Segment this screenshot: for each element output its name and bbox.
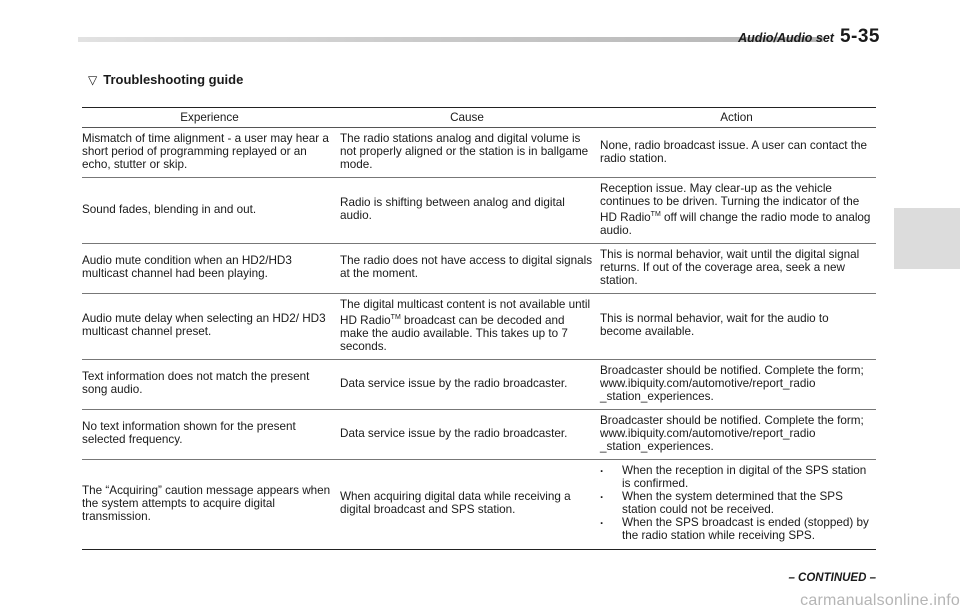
action-cell [597, 459, 876, 549]
column-header-action: Action [597, 108, 876, 128]
table-row [82, 178, 876, 244]
cause-cell: Data service issue by the radio broadcaster. [337, 409, 597, 459]
troubleshooting-table [82, 107, 876, 550]
chapter-tab [894, 208, 960, 269]
continued-label: – CONTINUED – [788, 572, 876, 584]
table-row [82, 243, 876, 293]
triangle-down-icon: ▽ [88, 72, 98, 87]
experience-cell: The “Acquiring” caution message appears when the system attempts to acquire digital transmission. [82, 459, 337, 549]
trademark-mark: TM [650, 211, 661, 218]
experience-cell: Mismatch of time alignment - a user may hear a short period of programming replayed or an echo, stutter or skip. [82, 128, 337, 178]
action-cell: This is normal behavior, wait until the digital signal returns. If out of the coverage area, seek a new station. [597, 243, 876, 293]
table-row [82, 359, 876, 409]
table-row [82, 409, 876, 459]
list-item: . When the reception in digital of the SPS station is confirmed. [600, 464, 873, 490]
action-bullet-list [600, 464, 873, 542]
experience-cell: Text information does not match the present song audio. [82, 359, 337, 409]
header-section-title: Audio/Audio set [738, 31, 834, 45]
cause-cell: The radio stations analog and digital volume is not properly aligned or the station is in ballgame mode. [337, 128, 597, 178]
action-cell: Reception issue. May clear-up as the vehicle continues to be driven. Turning the indicator of the HD Radio™ off will change the radio mode to analog audio. [597, 178, 876, 244]
cause-cell: Radio is shifting between analog and digital audio. [337, 178, 597, 244]
action-cell: Broadcaster should be notified. Complete the form; www.ibiquity.com/automotive/report_radio _station_experiences. [597, 409, 876, 459]
table-row [82, 459, 876, 549]
action-cell: This is normal behavior, wait for the audio to become available. [597, 293, 876, 359]
site-watermark: carmanualsonline.info [800, 592, 960, 609]
page-number: 5-35 [839, 26, 880, 47]
list-item: . When the system determined that the SPS station could not be received. [600, 490, 873, 516]
action-cell: Broadcaster should be notified. Complete the form; www.ibiquity.com/automotive/report_radio _station_experiences. [597, 359, 876, 409]
action-cell: None, radio broadcast issue. A user can contact the radio station. [597, 128, 876, 178]
experience-cell: Sound fades, blending in and out. [82, 178, 337, 244]
table-row [82, 128, 876, 178]
section-title: Troubleshooting guide [103, 72, 244, 87]
experience-cell: Audio mute delay when selecting an HD2/ HD3 multicast channel preset. [82, 293, 337, 359]
section-heading [88, 72, 243, 87]
column-header-cause: Cause [337, 108, 597, 128]
list-item: . When the SPS broadcast is ended (stopped) by the radio station while receiving SPS. [600, 516, 873, 542]
table-header-row [82, 108, 876, 128]
trademark-mark: TM [390, 313, 401, 321]
cause-cell: Data service issue by the radio broadcaster. [337, 359, 597, 409]
cause-cell: The digital multicast content is not available until HD Radio™ broadcast can be decoded and make the audio available. This takes up to 7 seconds. [337, 293, 597, 359]
table-row [82, 293, 876, 359]
header-rule [78, 37, 823, 42]
experience-cell: Audio mute condition when an HD2/HD3 multicast channel had been playing. [82, 243, 337, 293]
cause-cell: The radio does not have access to digital signals at the moment. [337, 243, 597, 293]
cause-cell: When acquiring digital data while receiving a digital broadcast and SPS station. [337, 459, 597, 549]
experience-cell: No text information shown for the present selected frequency. [82, 409, 337, 459]
column-header-experience: Experience [82, 108, 337, 128]
page-header [730, 26, 880, 52]
